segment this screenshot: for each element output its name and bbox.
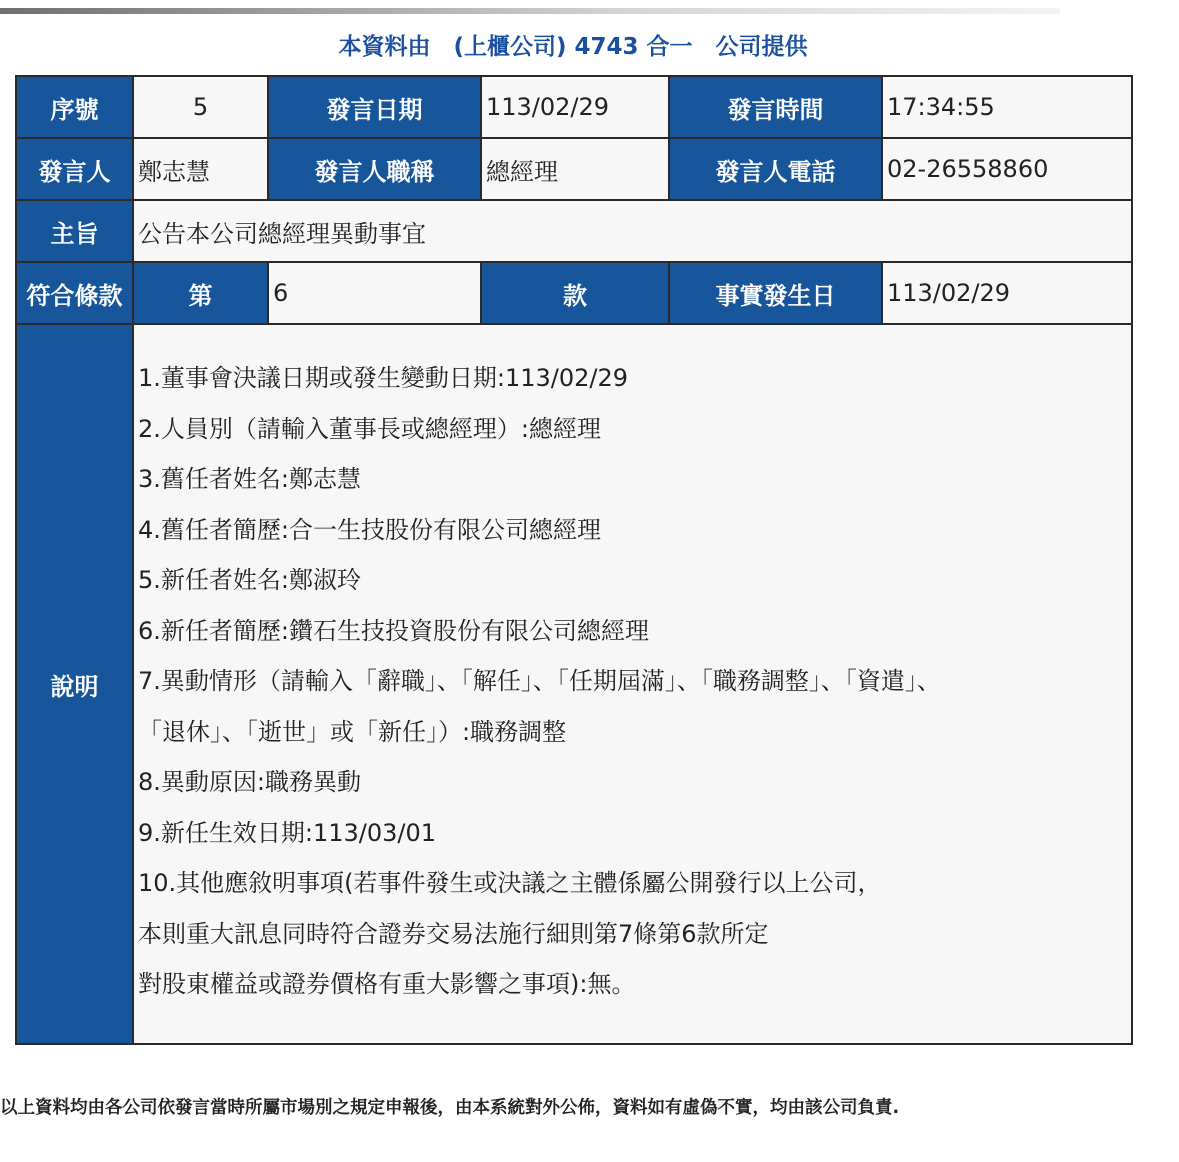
date-label: 發言日期: [268, 76, 481, 138]
description-line: 7.異動情形（請輸入「辭職」、「解任」、「任期屆滿」、「職務調整」、「資遣」、: [138, 667, 941, 695]
description-line: 「退休」、「逝世」或「新任」）:職務調整: [138, 717, 567, 746]
date-value: 113/02/29: [481, 76, 669, 138]
table-row: [16, 262, 1132, 324]
clause-prefix: 第: [133, 262, 268, 324]
speaker-value: 鄭志慧: [133, 138, 268, 200]
clause-number: 6: [268, 262, 481, 324]
description-body: [133, 324, 1132, 1044]
speaker-phone-value: 02-26558860: [882, 138, 1132, 200]
disclaimer-text: 以上資料均由各公司依發言當時所屬市場別之規定申報後，由本系統對外公佈，資料如有虛偽不實，均由該公司負責.: [0, 1098, 900, 1118]
description-line: 6.新任者簡歷:鑽石生技投資股份有限公司總經理: [138, 616, 649, 645]
top-gradient-bar: [0, 8, 1060, 14]
description-spacer: [138, 1010, 1131, 1037]
time-label: 發言時間: [669, 76, 882, 138]
description-line: 4.舊任者簡歷:合一生技股份有限公司總經理: [138, 515, 601, 544]
description-line: 3.舊任者姓名:鄭志慧: [138, 465, 361, 493]
seq-label: 序號: [16, 76, 133, 138]
table-row: [16, 138, 1132, 200]
description-label: 說明: [16, 324, 133, 1044]
speaker-label: 發言人: [16, 138, 133, 200]
seq-value: 5: [133, 76, 268, 138]
description-line: 本則重大訊息同時符合證券交易法施行細則第7條第6款所定: [138, 919, 769, 948]
time-value: 17:34:55: [882, 76, 1132, 138]
description-line: 5.新任者姓名:鄭淑玲: [138, 566, 361, 594]
table-row: [16, 200, 1132, 262]
speaker-title-label: 發言人職稱: [268, 138, 481, 200]
description-line: 8.異動原因:職務異動: [138, 768, 361, 796]
subject-value: 公告本公司總經理異動事宜: [133, 200, 1132, 262]
table-row: [16, 76, 1132, 138]
description-line: 對股東權益或證券價格有重大影響之事項):無。: [138, 970, 636, 998]
description-line: 9.新任生效日期:113/03/01: [138, 818, 437, 847]
clause-suffix: 款: [481, 262, 669, 324]
speaker-phone-label: 發言人電話: [669, 138, 882, 200]
description-line: 1.董事會決議日期或發生變動日期:113/02/29: [138, 364, 629, 392]
fact-date-value: 113/02/29: [882, 262, 1132, 324]
provider-heading: 本資料由 (上櫃公司) 4743 合一 公司提供: [338, 34, 808, 60]
description-line: 10.其他應敘明事項(若事件發生或決議之主體係屬公開發行以上公司，: [138, 869, 882, 897]
table-row: [16, 324, 1132, 1044]
announcement-table: [15, 75, 1133, 1045]
description-line: 2.人員別（請輸入董事長或總經理）:總經理: [138, 414, 601, 443]
fact-date-label: 事實發生日: [669, 262, 882, 324]
subject-label: 主旨: [16, 200, 133, 262]
clause-label: 符合條款: [16, 262, 133, 324]
speaker-title-value: 總經理: [481, 138, 669, 200]
